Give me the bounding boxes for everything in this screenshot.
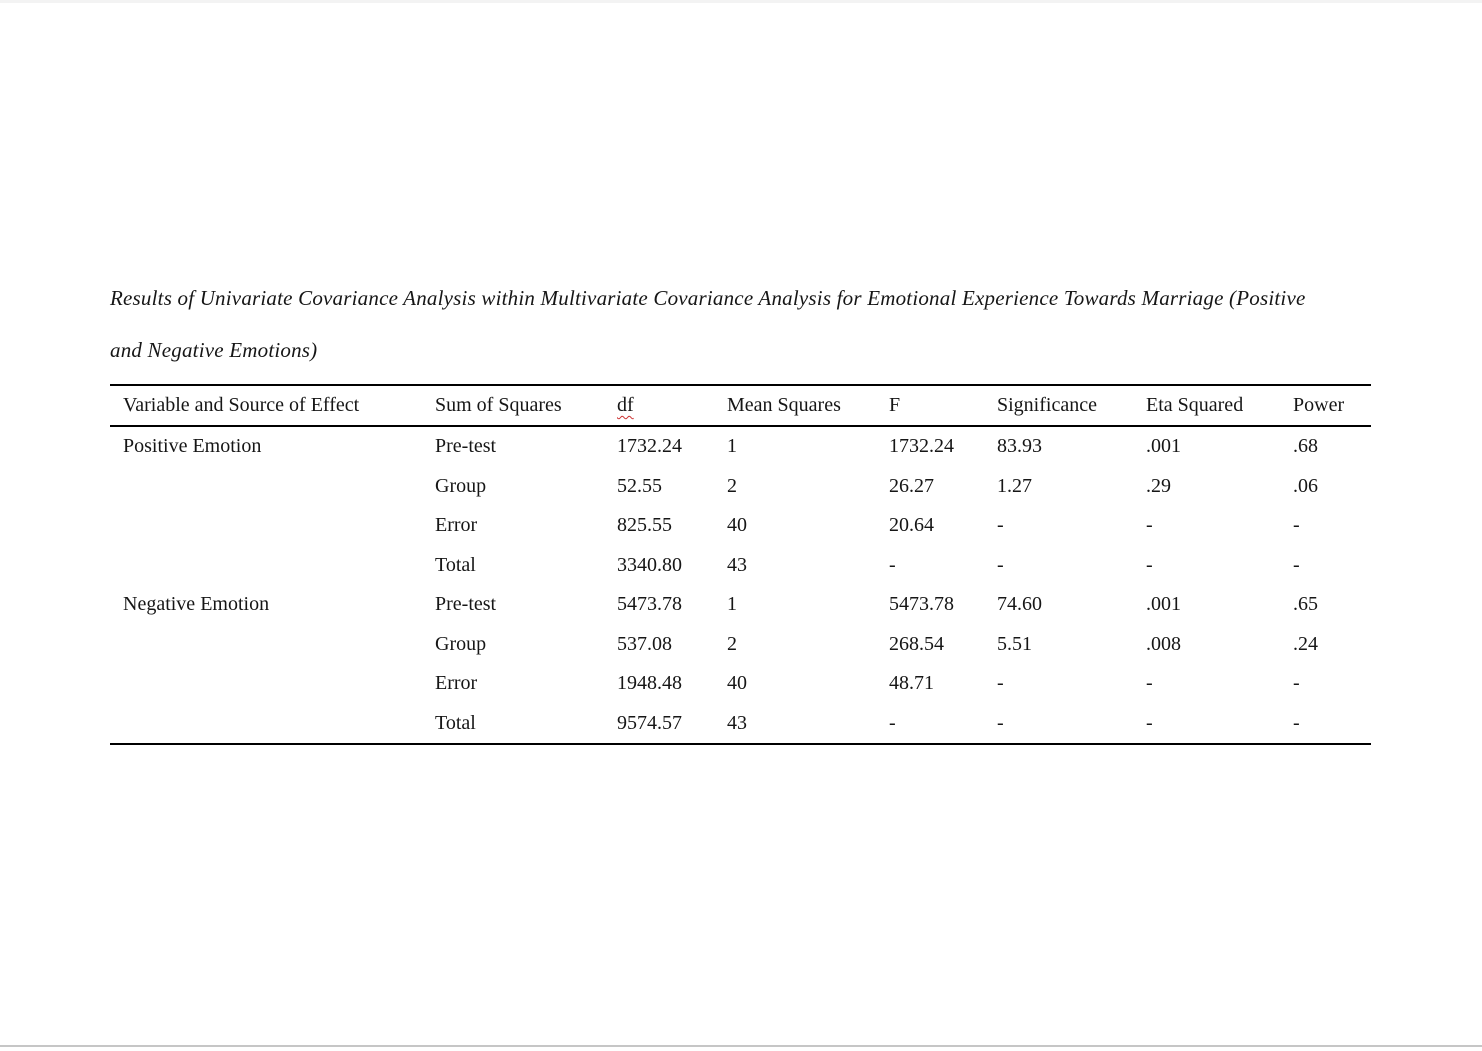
source-of-effect-cell: Total (435, 711, 476, 734)
source-of-effect-cell: Pre-test (435, 593, 497, 616)
value-cell: 537.08 (617, 632, 672, 655)
source-of-effect-cell: Error (435, 514, 478, 537)
column-header-df: df (617, 394, 634, 416)
column-header-f: F (889, 394, 901, 416)
value-cell: 268.54 (889, 632, 944, 655)
value-cell: 43 (727, 711, 747, 734)
table-row (110, 506, 1371, 546)
column-header-mean-squares: Mean Squares (727, 394, 841, 416)
value-cell: 40 (727, 672, 747, 695)
table-title (110, 272, 1400, 376)
value-cell: 1732.24 (617, 435, 682, 458)
value-cell: .29 (1146, 474, 1171, 497)
value-cell: - (1146, 672, 1153, 695)
source-of-effect-cell: Group (435, 474, 487, 497)
table-row (110, 664, 1371, 704)
source-of-effect-cell: Pre-test (435, 435, 497, 458)
value-cell: - (1146, 711, 1153, 734)
value-cell: 26.27 (889, 474, 934, 497)
value-cell: .008 (1146, 632, 1181, 655)
table-row (110, 585, 1371, 625)
value-cell: 74.60 (997, 593, 1042, 616)
variable-cell (110, 625, 435, 665)
value-cell: .001 (1146, 593, 1181, 616)
value-cell: - (889, 553, 896, 576)
value-cell: - (997, 711, 1004, 734)
table-title-line-1: Results of Univariate Covariance Analysis within Multivariate Covariance Analysis for Emotional Experience Towards Marriage (Positive (110, 286, 1306, 310)
table-row (110, 546, 1371, 586)
table-row (110, 427, 1371, 467)
value-cell: 2 (727, 632, 737, 655)
value-cell: - (997, 672, 1004, 695)
variable-cell (110, 664, 435, 704)
variable-cell: Positive Emotion (123, 435, 262, 458)
value-cell: 825.55 (617, 514, 672, 537)
column-header-variable-and-source: Variable and Source of Effect (123, 394, 360, 416)
ancova-results-table (110, 384, 1371, 745)
page-top-edge-line (0, 0, 1482, 3)
value-cell: 83.93 (997, 435, 1042, 458)
value-cell: 3340.80 (617, 553, 682, 576)
value-cell: 48.71 (889, 672, 934, 695)
table-row (110, 704, 1371, 744)
column-header-power: Power (1293, 394, 1345, 416)
value-cell: 1 (727, 593, 737, 616)
value-cell: 20.64 (889, 514, 934, 537)
variable-cell (110, 704, 435, 744)
value-cell: 9574.57 (617, 711, 682, 734)
value-cell: - (1293, 553, 1300, 576)
table-row (110, 467, 1371, 507)
value-cell: - (997, 553, 1004, 576)
value-cell: 1.27 (997, 474, 1032, 497)
table-row (110, 625, 1371, 665)
variable-cell (110, 506, 435, 546)
value-cell: .001 (1146, 435, 1181, 458)
value-cell: 52.55 (617, 474, 662, 497)
value-cell: .06 (1293, 474, 1318, 497)
table-title-line-2: and Negative Emotions) (110, 338, 318, 362)
variable-cell (110, 546, 435, 586)
value-cell: 5473.78 (617, 593, 682, 616)
column-header-eta-squared: Eta Squared (1146, 394, 1244, 416)
value-cell: 40 (727, 514, 747, 537)
value-cell: 1 (727, 435, 737, 458)
column-header-sum-of-squares: Sum of Squares (435, 394, 562, 416)
value-cell: - (997, 514, 1004, 537)
source-of-effect-cell: Error (435, 672, 478, 695)
variable-cell: Negative Emotion (123, 593, 270, 616)
column-header-significance: Significance (997, 394, 1097, 416)
value-cell: .68 (1293, 435, 1318, 458)
value-cell: 1732.24 (889, 435, 954, 458)
value-cell: - (1146, 553, 1153, 576)
source-of-effect-cell: Total (435, 553, 476, 576)
value-cell: - (889, 711, 896, 734)
table-body (110, 427, 1371, 743)
value-cell: 2 (727, 474, 737, 497)
value-cell: 1948.48 (617, 672, 682, 695)
value-cell: - (1293, 711, 1300, 734)
value-cell: 5473.78 (889, 593, 954, 616)
page-bottom-edge-line (0, 1045, 1482, 1047)
value-cell: - (1146, 514, 1153, 537)
source-of-effect-cell: Group (435, 632, 487, 655)
table-header-row (110, 386, 1371, 427)
value-cell: .24 (1293, 632, 1318, 655)
value-cell: 43 (727, 553, 747, 576)
value-cell: - (1293, 672, 1300, 695)
value-cell: - (1293, 514, 1300, 537)
value-cell: 5.51 (997, 632, 1032, 655)
variable-cell (110, 467, 435, 507)
value-cell: .65 (1293, 593, 1318, 616)
